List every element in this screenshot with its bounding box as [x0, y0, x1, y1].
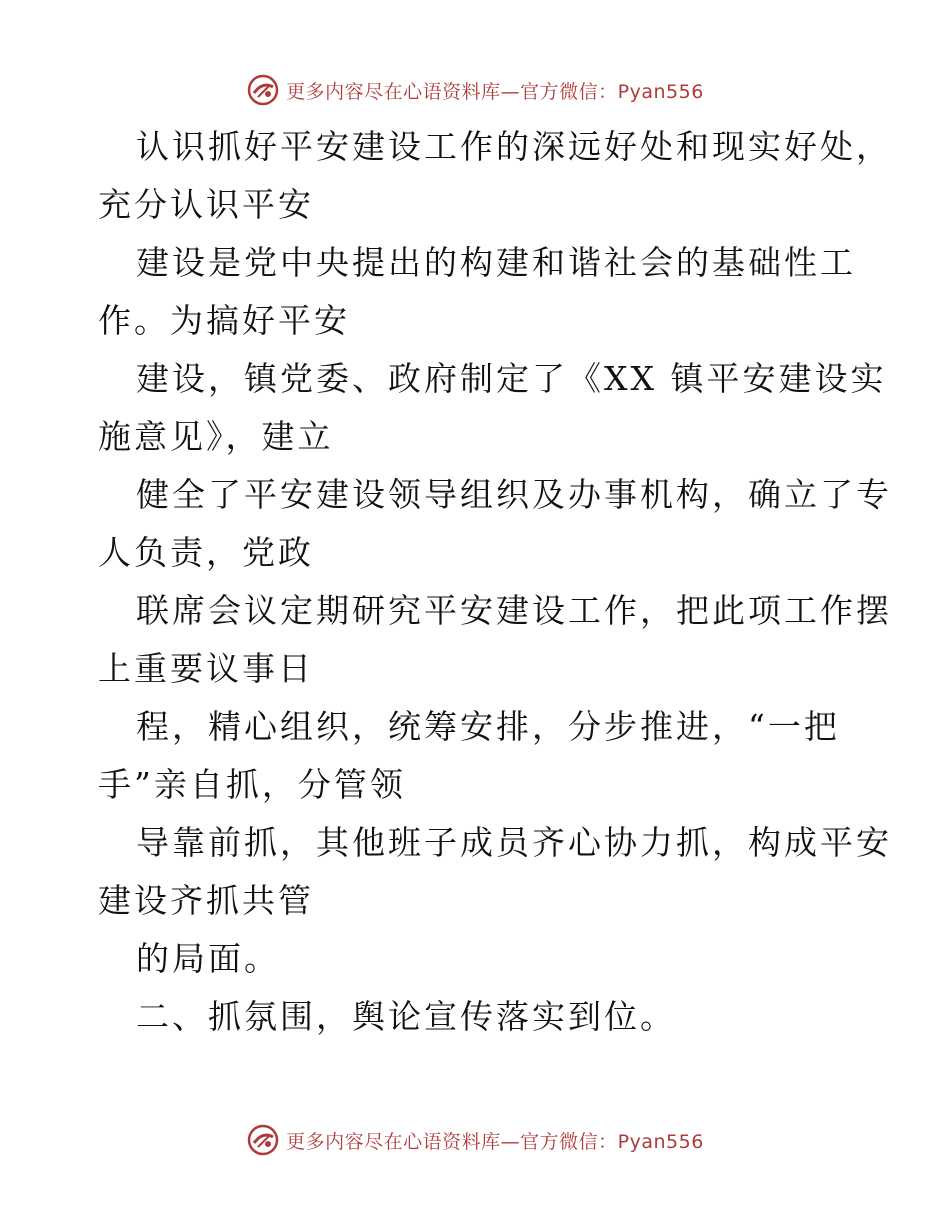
watermark-text: 更多内容尽在心语资料库—官方微信：Pyan556 [286, 80, 704, 103]
text-line: 的局面。 [136, 939, 280, 978]
text-line: 建设齐抓共管 [98, 881, 314, 920]
text-line: 充分认识平安 [98, 185, 314, 224]
text-line: 联席会议定期研究平安建设工作，把此项工作摆 [136, 591, 892, 630]
text-line: 上重要议事日 [98, 649, 314, 688]
footer-watermark [0, 1120, 950, 1160]
text-line: 程，精心组织，统筹安排，分步推进，“一把 [136, 707, 840, 746]
text-line: 二、抓氛围，舆论宣传落实到位。 [136, 997, 676, 1036]
text-line: 健全了平安建设领导组织及办事机构，确立了专 [136, 475, 892, 514]
document-body [98, 118, 892, 1046]
header-watermark [0, 70, 950, 110]
text-line: 人负责，党政 [98, 533, 314, 572]
text-line: 建设是党中央提出的构建和谐社会的基础性工 [136, 243, 856, 282]
seal-logo-icon [246, 73, 280, 107]
text-line: 施意见》，建立 [98, 417, 334, 456]
text-line: 手”亲自抓，分管领 [98, 765, 406, 804]
text-line: 作。为搞好平安 [98, 301, 350, 340]
text-line: 认识抓好平安建设工作的深远好处和现实好处， [136, 127, 892, 166]
text-line: 导靠前抓，其他班子成员齐心协力抓，构成平安 [136, 823, 892, 862]
text-line: 建设，镇党委、政府制定了《XX 镇平安建设实 [136, 359, 887, 398]
watermark-text: 更多内容尽在心语资料库—官方微信：Pyan556 [286, 1130, 704, 1153]
seal-logo-icon [246, 1123, 280, 1157]
